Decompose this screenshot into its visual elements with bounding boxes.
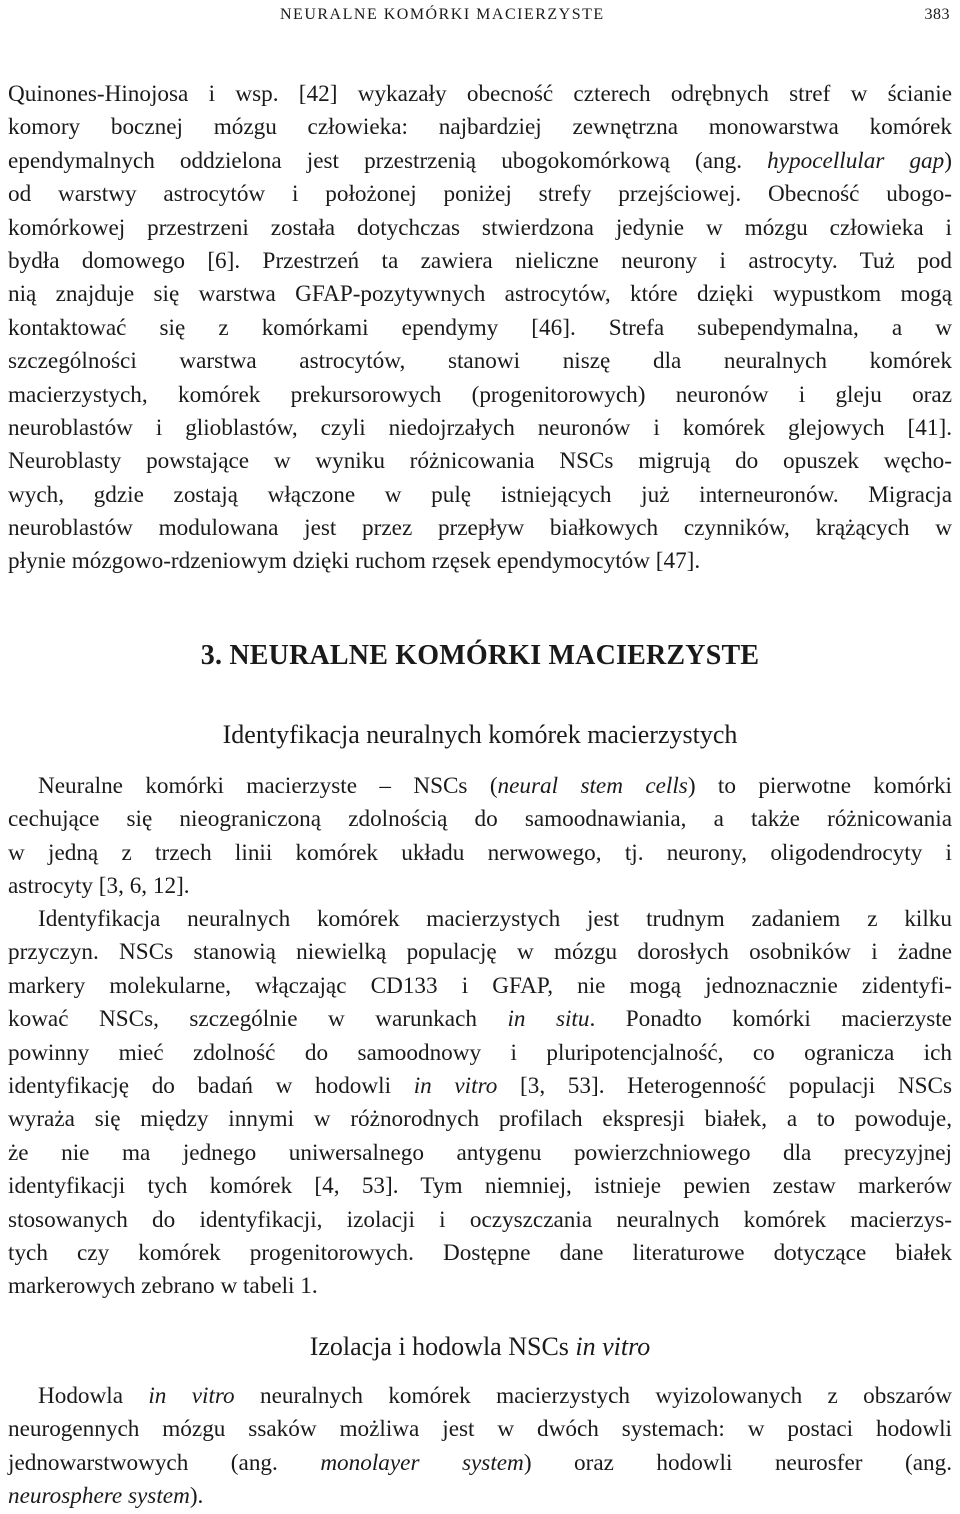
text-line: neuroblastów modulowana jest przez przepływ białkowych czynników, krążących w — [8, 515, 952, 542]
text-line: cechujące się nieograniczoną zdolnością do samoodnawiania, a także różnicowania — [8, 806, 952, 833]
text-line: przyczyn. NSCs stanowią niewielką populację w mózgu dorosłych osobników i żadne — [8, 939, 952, 966]
text-line: neuroblastów i glioblastów, czyli niedojrzałych neuronów i komórek glejowych [41]. — [8, 414, 952, 441]
text-line: markery molekularne, włączając CD133 i GFAP, nie mogą jednoznacznie zidentyfi- — [8, 972, 952, 999]
subsection-heading-isolation: Izolacja i hodowla NSCs in vitro — [309, 1332, 651, 1361]
italic-term: in vitro — [148, 1383, 235, 1409]
italic-term: hypocellular gap — [767, 147, 945, 174]
text-line: kować NSCs, szczególnie w warunkach in situ. Ponadto komórki macierzyste — [8, 1006, 952, 1033]
paragraph-svz-zones — [8, 78, 952, 579]
text-line: stosowanych do identyfikacji, izolacji i oczyszczania neuralnych komórek macierzys- — [8, 1206, 952, 1233]
text-line: Quinones-Hinojosa i wsp. [42] wykazały obecność czterech odrębnych stref w ścianie — [8, 81, 952, 107]
running-head — [8, 6, 952, 28]
text-line: Hodowla in vitro neuralnych komórek macierzystych wyizolowanych z obszarów — [38, 1383, 952, 1409]
italic-term: in vitro — [575, 1332, 651, 1361]
text-line: identyfikacji tych komórek [4, 53]. Tym niemniej, istnieje pewien zestaw markerów — [8, 1173, 952, 1200]
text-line: tych czy komórek progenitorowych. Dostępne dane literaturowe dotyczące białek — [8, 1239, 952, 1266]
section-heading: 3. NEURALNE KOMÓRKI MACIERZYSTE — [200, 640, 760, 671]
subsection-heading-identification: Identyfikacja neuralnych komórek macierzystych — [222, 720, 738, 749]
text-line: komory bocznej mózgu człowieka: najbardziej zewnętrzna monowarstwa komórek — [8, 114, 952, 141]
text-line: od warstwy astrocytów i położonej poniżej strefy przejściowej. Obecność ubogo- — [8, 181, 952, 208]
italic-term: in situ — [507, 1006, 590, 1033]
text-line: bydła domowego [6]. Przestrzeń ta zawiera nieliczne neurony i astrocyty. Tuż pod — [8, 247, 952, 274]
text-line: nią znajduje się warstwa GFAP-pozytywnych astrocytów, które dzięki wypustkom mogą — [8, 281, 952, 308]
text-line: że nie ma jednego uniwersalnego antygenu powierzchniowego dla precyzyjnej — [8, 1139, 952, 1166]
running-head-title: NEURALNE KOMÓRKI MACIERZYSTE — [280, 6, 605, 23]
page-number: 383 — [924, 6, 950, 23]
text-line: neurogennych mózgu ssaków możliwa jest w dwóch systemach: w postaci hodowli — [8, 1416, 952, 1443]
text-line: jednowarstwowych (ang. monolayer system) oraz hodowli neurosfer (ang. — [8, 1449, 952, 1476]
text-line: Identyfikacja neuralnych komórek macierzystych jest trudnym zadaniem z kilku — [38, 906, 952, 932]
text-line: płynie mózgowo-rdzeniowym dzięki ruchom rzęsek ependymocytów [47]. — [8, 548, 701, 575]
italic-term: neural stem cells — [497, 773, 688, 799]
paragraph-nsc-definition — [8, 770, 952, 904]
italic-term: in vitro — [413, 1072, 498, 1099]
text-line: w jedną z trzech linii komórek układu nerwowego, tj. neurony, oligodendrocyty i — [8, 839, 952, 866]
text-line: Neuroblasty powstające w wyniku różnicowania NSCs migrują do opuszek węcho- — [8, 448, 952, 475]
text-line: komórkowej przestrzeni została dotychczas stwierdzona jedynie w mózgu człowieka i — [8, 214, 952, 241]
text-line: neurosphere system). — [8, 1483, 204, 1510]
text-line: kontaktować się z komórkami ependymy [46]. Strefa subependymalna, a w — [8, 314, 952, 341]
text-line: Neuralne komórki macierzyste – NSCs (neural stem cells) to pierwotne komórki — [38, 773, 952, 799]
text-line: astrocyty [3, 6, 12]. — [8, 873, 190, 900]
paragraph-culture-systems — [8, 1380, 952, 1514]
text-line: szczególności warstwa astrocytów, stanowi niszę dla neuralnych komórek — [8, 348, 952, 375]
text-line: markerowych zebrano w tabeli 1. — [8, 1273, 318, 1300]
paragraph-nsc-identification — [8, 903, 952, 1304]
italic-term: neurosphere system — [8, 1483, 190, 1510]
text-line: identyfikację do badań w hodowli in vitro [3, 53]. Heterogenność populacji NSCs — [8, 1072, 952, 1099]
text-line: wyraża się między innymi w różnorodnych profilach ekspresji białek, a to powoduje, — [8, 1106, 952, 1133]
text-line: ependymalnych oddzielona jest przestrzenią ubogokomórkową (ang. hypocellular gap) — [8, 147, 952, 174]
text-line: wych, gdzie zostają włączone w pulę istniejących już interneuronów. Migracja — [8, 481, 952, 508]
italic-term: monolayer system — [320, 1449, 524, 1476]
text-line: powinny mieć zdolność do samoodnowy i pluripotencjalność, co ogranicza ich — [8, 1039, 952, 1066]
text-line: macierzystych, komórek prekursorowych (progenitorowych) neuronów i gleju oraz — [8, 381, 952, 408]
